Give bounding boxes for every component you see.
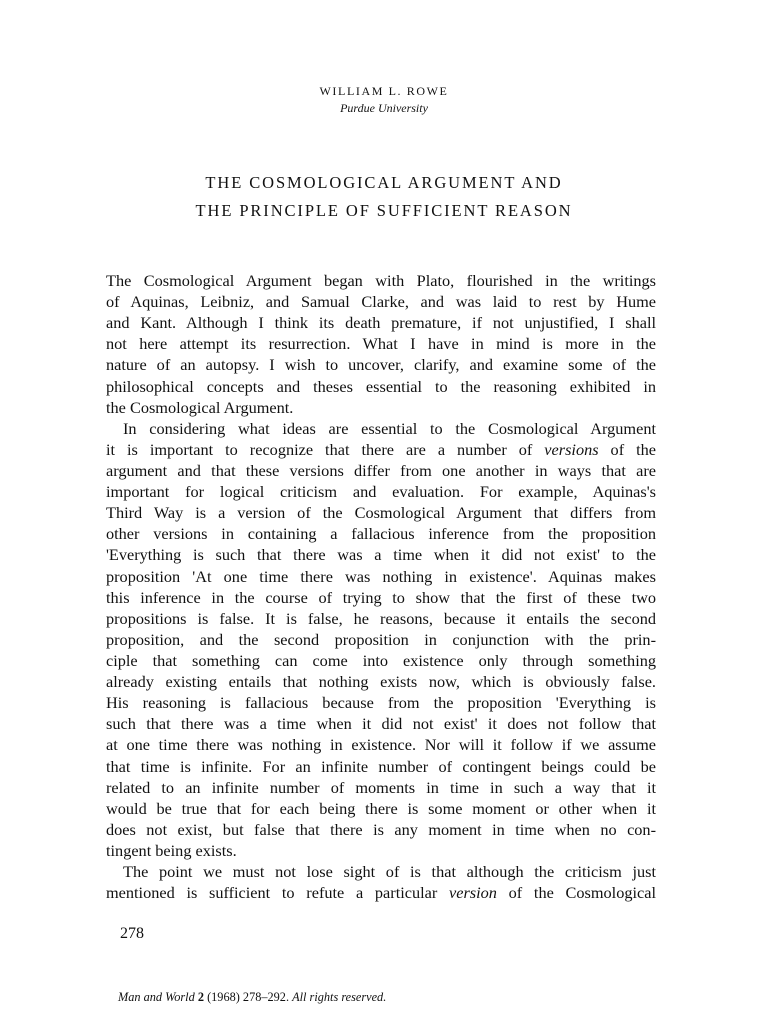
page-number: 278	[120, 925, 144, 942]
body-line: related to an infinite number of moments in time in such a way that it	[106, 777, 656, 797]
body-line: other versions in containing a fallacious inference from the proposition	[106, 524, 656, 544]
body-line: 'Everything is such that there was a time when it did not exist' to the	[106, 545, 656, 565]
body-line: proposition, and the second proposition in conjunction with the prin-	[106, 629, 656, 649]
body-line: Third Way is a version of the Cosmological Argument that differs from	[106, 503, 656, 523]
body-line: this inference in the course of trying to show that the first of these two	[106, 587, 656, 607]
body-text-run: of the Cosmological	[508, 883, 656, 903]
body-line: and Kant. Although I think its death premature, if not unjustified, I shall	[106, 313, 656, 333]
article-title-line-1: THE COSMOLOGICAL ARGUMENT AND	[205, 173, 563, 192]
body-line	[106, 439, 656, 460]
body-line: In considering what ideas are essential to the Cosmological Argument	[123, 418, 656, 438]
body-line: such that there was a time when it did not exist' it does not follow that	[106, 714, 656, 734]
body-line: His reasoning is fallacious because from the proposition 'Everything is	[106, 693, 656, 713]
body-line: The point we must not lose sight of is that although the criticism just	[123, 862, 656, 882]
body-text-run: mentioned is sufficient to refute a particular	[106, 883, 438, 903]
body-line: that time is infinite. For an infinite number of contingent beings could be	[106, 756, 656, 776]
body-line	[106, 882, 656, 903]
body-line: ciple that something can come into existence only through something	[106, 650, 656, 670]
journal-citation-footer	[118, 990, 386, 1005]
article-title-line-2: THE PRINCIPLE OF SUFFICIENT REASON	[195, 201, 573, 220]
body-line: proposition 'At one time there was nothing in existence'. Aquinas makes	[106, 566, 656, 586]
body-line: already existing entails that nothing exists now, which is obviously false.	[106, 672, 656, 692]
body-line: not here attempt its resurrection. What I have in mind is more in the	[106, 334, 656, 354]
body-line: propositions is false. It is false, he reasons, because it entails the second	[106, 608, 656, 628]
author-name: WILLIAM L. ROWE	[319, 84, 449, 98]
journal-volume: 2	[197, 990, 204, 1004]
emphasis-versions: versions	[544, 439, 599, 459]
rights-notice: All rights reserved.	[292, 990, 387, 1004]
body-line: does not exist, but false that there is any moment in time when no con-	[106, 819, 656, 839]
body-line: tingent being exists.	[106, 840, 237, 860]
body-line: the Cosmological Argument.	[106, 397, 294, 417]
body-line: nature of an autopsy. I wish to uncover, clarify, and examine some of the	[106, 355, 656, 375]
body-text-run: of the	[610, 439, 656, 459]
body-line: important for logical criticism and evaluation. For example, Aquinas's	[106, 482, 656, 502]
body-text-run: it is important to recognize that there are a number of	[106, 439, 533, 459]
body-line: The Cosmological Argument began with Plato, flourished in the writings	[106, 271, 656, 290]
author-affiliation: Purdue University	[340, 101, 428, 115]
body-line: of Aquinas, Leibniz, and Samual Clarke, and was laid to rest by Hume	[106, 292, 656, 312]
emphasis-version: version	[449, 883, 497, 903]
journal-pages: (1968) 278–292.	[207, 990, 290, 1004]
body-line: at one time there was nothing in existence. Nor will it follow if we assume	[106, 735, 656, 755]
body-line: would be true that for each being there is some moment or other when it	[106, 798, 656, 818]
journal-name: Man and World	[118, 990, 195, 1004]
body-line: argument and that these versions differ from one another in ways that are	[106, 460, 656, 480]
article-body	[106, 270, 656, 903]
body-line: philosophical concepts and theses essential to the reasoning exhibited in	[106, 376, 656, 396]
